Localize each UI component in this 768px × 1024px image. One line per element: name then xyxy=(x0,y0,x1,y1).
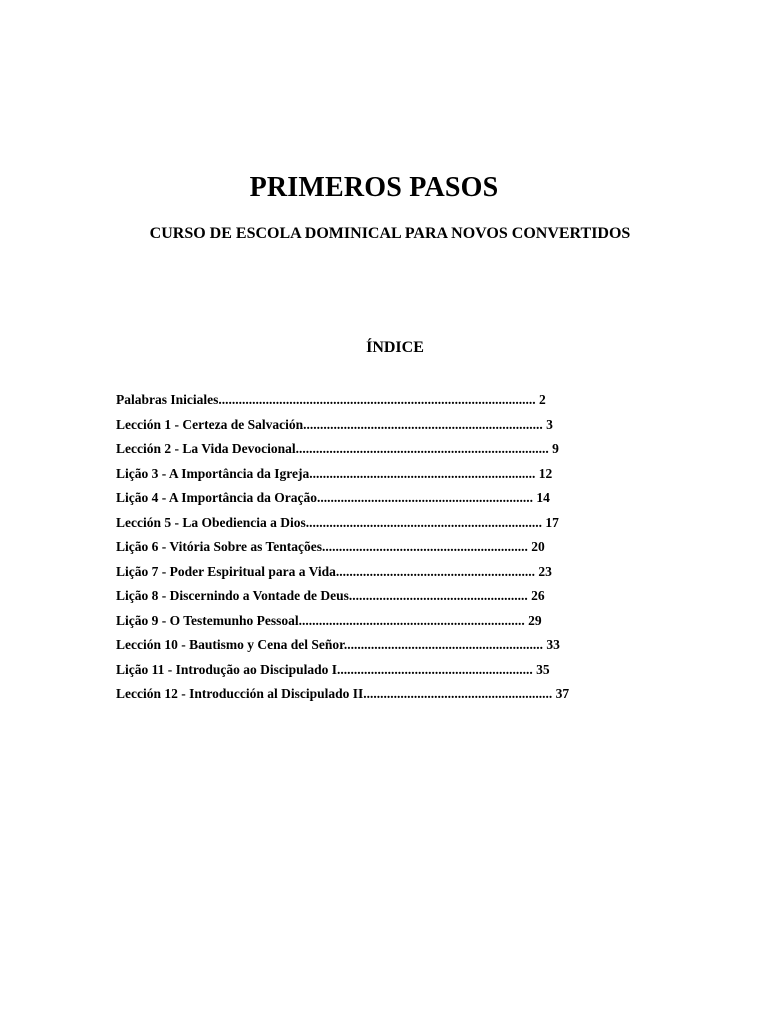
toc-entry: Lección 12 - Introducción al Discipulado II........................................................ 37 xyxy=(116,686,570,701)
toc-entry: Palabras Iniciales.............................................................................................. 2 xyxy=(116,392,546,407)
toc-entry: Lección 10 - Bautismo y Cena del Señor........................................................... 33 xyxy=(116,637,560,652)
document-subtitle: CURSO DE ESCOLA DOMINICAL PARA NOVOS CONVERTIDOS xyxy=(149,225,631,242)
toc-entry: Lição 4 - A Importância da Oração................................................................ 14 xyxy=(116,490,550,505)
toc-entry: Lección 1 - Certeza de Salvación....................................................................... 3 xyxy=(116,416,553,432)
toc-entry: Lección 5 - La Obediencia a Dios...................................................................... 17 xyxy=(116,514,559,530)
toc-entry: Lição 11 - Introdução ao Discipulado I.......................................................... 35 xyxy=(116,661,550,677)
toc-entry: Lição 9 - O Testemunho Pessoal................................................................... 29 xyxy=(116,612,542,628)
document-title: PRIMEROS PASOS xyxy=(249,172,499,203)
toc-entry: Lição 8 - Discernindo a Vontade de Deus..................................................... 26 xyxy=(116,588,545,603)
toc-entry: Lição 3 - A Importância da Igreja................................................................... 12 xyxy=(116,465,553,481)
toc-entry: Lição 7 - Poder Espiritual para a Vida........................................................... 23 xyxy=(116,563,552,579)
toc-entry: Lição 6 - Vitória Sobre as Tentações............................................................. 20 xyxy=(116,539,545,554)
toc-entry: Lección 2 - La Vida Devocional........................................................................... 9 xyxy=(116,441,559,456)
table-of-contents xyxy=(116,388,569,707)
index-heading: ÍNDICE xyxy=(366,339,424,356)
